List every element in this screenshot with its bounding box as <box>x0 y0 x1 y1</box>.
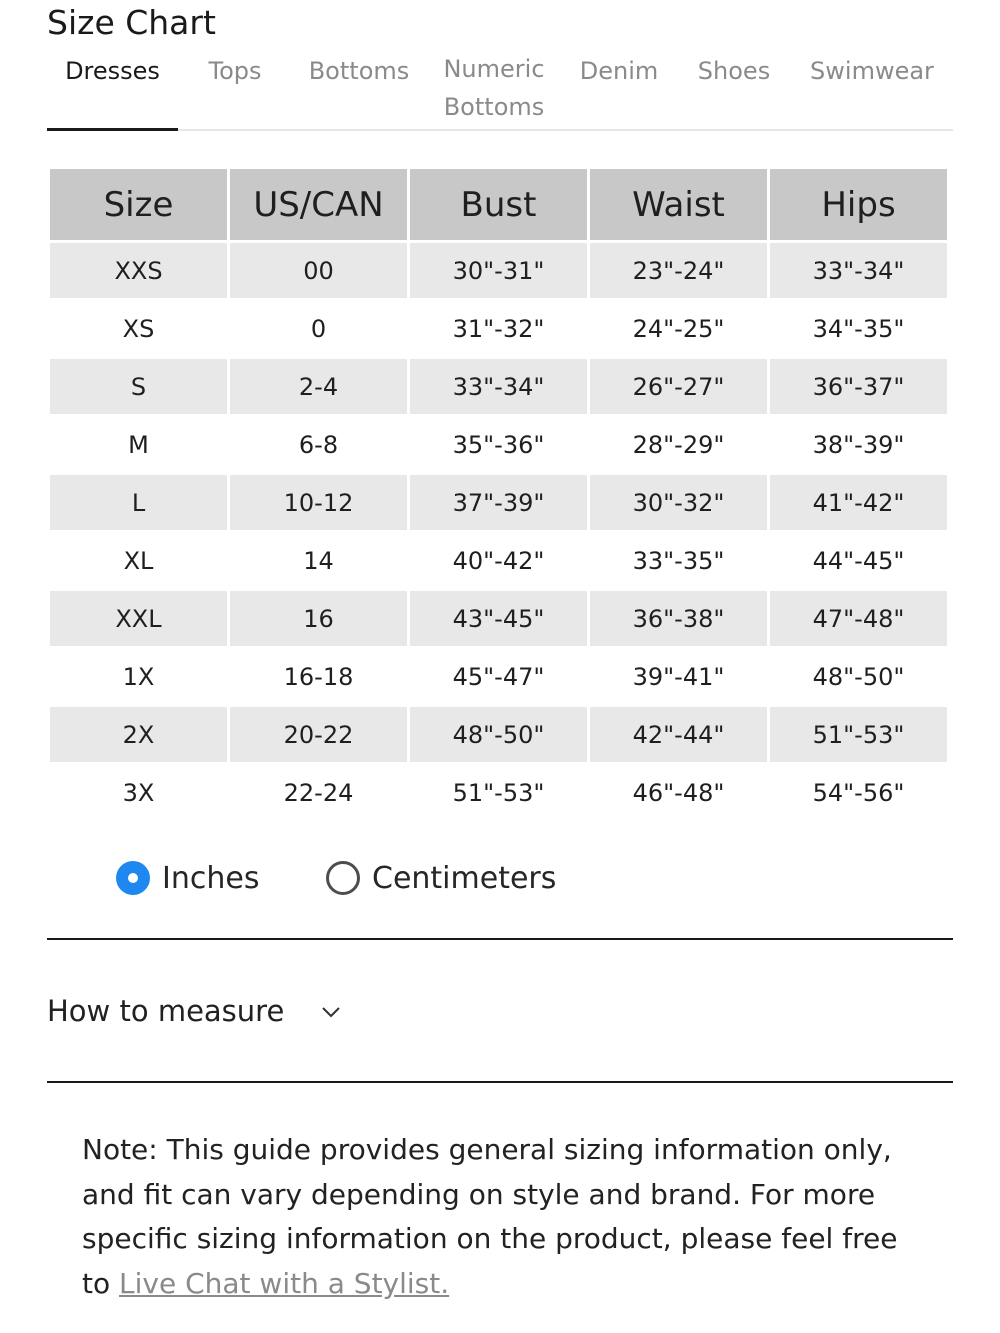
cell-bust: 40"-42" <box>410 533 587 588</box>
tab-label-line-1: Numeric <box>443 55 545 83</box>
centimeters-radio[interactable] <box>326 861 360 895</box>
tab-dresses[interactable] <box>47 52 178 90</box>
table-row <box>50 707 947 762</box>
cell-bust: 33"-34" <box>410 359 587 414</box>
cell-size: 3X <box>50 765 227 820</box>
cell-waist: 46"-48" <box>590 765 767 820</box>
cell-hips: 33"-34" <box>770 243 947 298</box>
cell-hips: 47"-48" <box>770 591 947 646</box>
cell-waist: 23"-24" <box>590 243 767 298</box>
tab-denim[interactable] <box>575 52 663 90</box>
cell-bust: 43"-45" <box>410 591 587 646</box>
section-divider <box>47 1081 953 1083</box>
table-row <box>50 591 947 646</box>
column-header-us-can: US/CAN <box>230 169 407 240</box>
tab-label-line-2: Bottoms <box>443 93 545 121</box>
cell-hips: 38"-39" <box>770 417 947 472</box>
tab-label: Tops <box>208 57 262 85</box>
inches-option[interactable] <box>116 856 259 900</box>
tab-bottoms[interactable] <box>304 52 414 90</box>
tab-label: Swimwear <box>810 57 934 85</box>
cell-us-can: 16 <box>230 591 407 646</box>
cell-bust: 30"-31" <box>410 243 587 298</box>
how-to-measure-toggle[interactable] <box>47 990 342 1032</box>
table-row <box>50 533 947 588</box>
sizing-note <box>82 1128 932 1306</box>
tab-swimwear[interactable] <box>805 52 939 90</box>
cell-us-can: 16-18 <box>230 649 407 704</box>
cell-waist: 24"-25" <box>590 301 767 356</box>
page-title: Size Chart <box>47 3 216 42</box>
active-tab-indicator <box>47 128 178 131</box>
table-row <box>50 359 947 414</box>
inches-radio[interactable] <box>116 861 150 895</box>
cell-hips: 36"-37" <box>770 359 947 414</box>
table-header-row <box>50 169 947 240</box>
cell-bust: 37"-39" <box>410 475 587 530</box>
cell-bust: 31"-32" <box>410 301 587 356</box>
tab-label: Dresses <box>65 57 160 85</box>
live-chat-link[interactable]: Live Chat with a Stylist. <box>119 1266 450 1300</box>
cell-bust: 35"-36" <box>410 417 587 472</box>
cell-us-can: 22-24 <box>230 765 407 820</box>
cell-hips: 51"-53" <box>770 707 947 762</box>
cell-us-can: 10-12 <box>230 475 407 530</box>
cell-size: XS <box>50 301 227 356</box>
table-row <box>50 417 947 472</box>
cell-size: M <box>50 417 227 472</box>
tab-label: Bottoms <box>308 57 410 85</box>
cell-waist: 26"-27" <box>590 359 767 414</box>
cell-hips: 34"-35" <box>770 301 947 356</box>
tab-label: Denim <box>579 57 659 85</box>
inches-label: Inches <box>162 860 260 896</box>
column-header-size: Size <box>50 169 227 240</box>
tab-label: Shoes <box>697 57 771 85</box>
cell-size: XL <box>50 533 227 588</box>
column-header-waist: Waist <box>590 169 767 240</box>
cell-us-can: 14 <box>230 533 407 588</box>
cell-us-can: 6-8 <box>230 417 407 472</box>
cell-hips: 41"-42" <box>770 475 947 530</box>
size-chart-table <box>47 166 950 823</box>
section-divider <box>47 938 953 940</box>
cell-waist: 39"-41" <box>590 649 767 704</box>
cell-waist: 30"-32" <box>590 475 767 530</box>
cell-us-can: 00 <box>230 243 407 298</box>
note-body: This guide provides general sizing information only, and fit can vary depending on style and brand. For more specific sizing information on the product, please feel free to <box>82 1133 898 1300</box>
size-category-tabs <box>47 52 953 131</box>
cell-size: XXL <box>50 591 227 646</box>
column-header-hips: Hips <box>770 169 947 240</box>
cell-size: L <box>50 475 227 530</box>
cell-hips: 44"-45" <box>770 533 947 588</box>
table-row <box>50 301 947 356</box>
table-row <box>50 475 947 530</box>
cell-hips: 54"-56" <box>770 765 947 820</box>
cell-waist: 33"-35" <box>590 533 767 588</box>
cell-us-can: 0 <box>230 301 407 356</box>
tab-numeric-bottoms[interactable] <box>437 50 551 126</box>
chevron-down-icon <box>320 1004 342 1018</box>
column-header-bust: Bust <box>410 169 587 240</box>
cell-us-can: 2-4 <box>230 359 407 414</box>
centimeters-label: Centimeters <box>372 860 557 896</box>
cell-waist: 28"-29" <box>590 417 767 472</box>
cell-us-can: 20-22 <box>230 707 407 762</box>
table-row <box>50 649 947 704</box>
cell-size: S <box>50 359 227 414</box>
cell-bust: 48"-50" <box>410 707 587 762</box>
cell-waist: 42"-44" <box>590 707 767 762</box>
note-lead: Note: <box>82 1133 158 1166</box>
cell-hips: 48"-50" <box>770 649 947 704</box>
cell-size: 2X <box>50 707 227 762</box>
centimeters-option[interactable] <box>326 856 556 900</box>
table-row <box>50 765 947 820</box>
cell-size: XXS <box>50 243 227 298</box>
cell-waist: 36"-38" <box>590 591 767 646</box>
table-row <box>50 243 947 298</box>
tab-tops[interactable] <box>197 52 273 90</box>
cell-size: 1X <box>50 649 227 704</box>
cell-bust: 51"-53" <box>410 765 587 820</box>
cell-bust: 45"-47" <box>410 649 587 704</box>
tab-shoes[interactable] <box>692 52 776 90</box>
how-to-measure-label: How to measure <box>47 994 285 1028</box>
